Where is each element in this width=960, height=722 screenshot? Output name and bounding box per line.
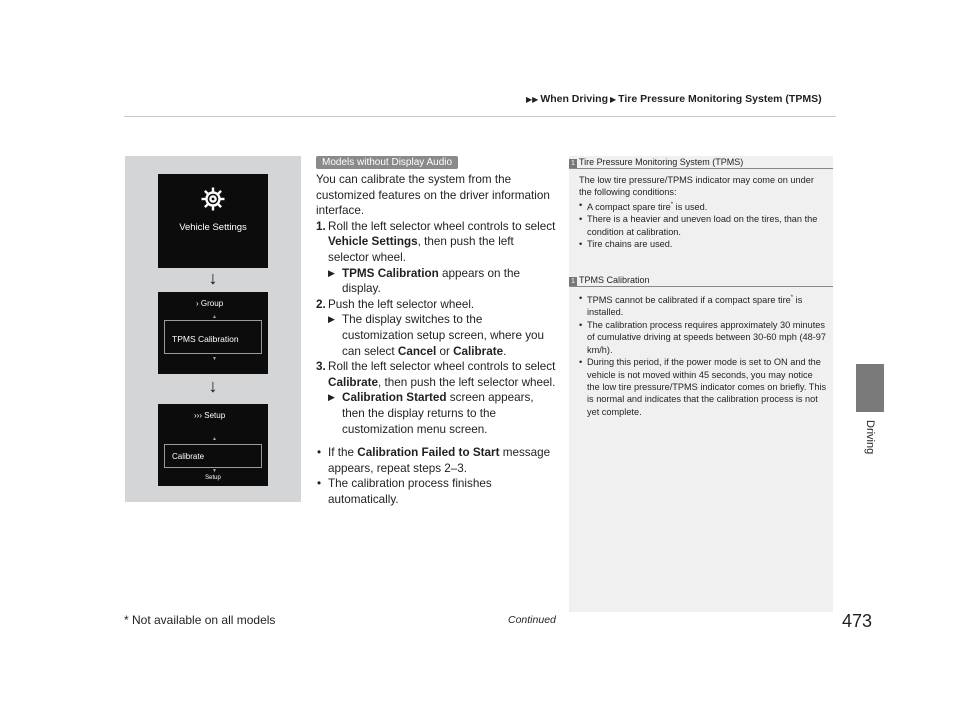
- scroll-up-icon: ▲: [212, 436, 217, 442]
- note-body-tpms: The low tire pressure/TPMS indicator may come on under the following conditions: • A compact spare tire* is used. • There is a heavier and uneven load on the tires, than the condition at calibration. • Tire chains are used.: [579, 175, 818, 250]
- figure-panel: [125, 156, 301, 502]
- bullet-calibration-finishes: • The calibration process finishes automatically.: [317, 477, 492, 506]
- breadcrumb-when-driving[interactable]: When Driving: [540, 93, 608, 105]
- note-title-tpms: 1 Tire Pressure Monitoring System (TPMS): [569, 156, 833, 169]
- model-applicability-badge: Models without Display Audio: [316, 156, 458, 169]
- screen-header-setup: ››› Setup: [194, 411, 226, 420]
- page-number: 473: [842, 611, 873, 631]
- scroll-up-icon: ▲: [212, 314, 217, 320]
- display-screen-vehicle-settings: [158, 174, 268, 268]
- bullet-dot-icon: •: [579, 214, 583, 225]
- chevron-right-icon: ›: [196, 299, 199, 308]
- section-tab-label: Driving: [864, 420, 876, 455]
- step-2: 2. Push the left selector wheel.: [316, 297, 475, 311]
- note-marker-icon: 1: [569, 159, 577, 168]
- note-marker-icon: 1: [569, 277, 577, 286]
- triangle-right-icon: ▶▶: [526, 95, 539, 104]
- note-body-calibration: • TPMS cannot be calibrated if a compact spare tire* is installed. • The calibration process requires approximately 30 minutes of cumulative driving at speeds between 30-60 mph (48-97 km/h). • During this period, if the power mode is set to ON and the vehicle is not moved within 45 seconds, you may notice the low tire pressure/TPMS indicator comes on briefly. This is normal and indicates that the calibration process is not yet complete.: [579, 293, 827, 417]
- intro-paragraph: You can calibrate the system from the customized features on the driver information interface.: [316, 173, 550, 218]
- bullet-dot-icon: •: [579, 357, 583, 368]
- bullet-dot-icon: •: [579, 319, 583, 330]
- screen-header-group: › Group: [196, 299, 224, 308]
- bullet-dot-icon: •: [579, 199, 583, 210]
- display-screen-calibrate: [158, 404, 268, 486]
- result-arrow-icon: ▶: [328, 267, 335, 278]
- step-2-result: ▶ The display switches to the customization setup screen, where you can select Cancel or Calibrate.: [328, 313, 545, 358]
- breadcrumb-tpms[interactable]: Tire Pressure Monitoring System (TPMS): [618, 93, 822, 105]
- step-1: 1. Roll the left selector wheel controls to select Vehicle Settings, then push the left selector wheel.: [316, 219, 556, 264]
- main-content: [316, 172, 556, 507]
- down-arrow-icon: ↓: [208, 376, 218, 396]
- triangle-right-icon: ▶: [609, 95, 617, 104]
- display-screen-tpms-calibration: [158, 292, 268, 374]
- screen-label-vehicle-settings: Vehicle Settings: [179, 222, 247, 233]
- scroll-down-icon: ▼: [212, 468, 217, 474]
- gear-icon: [200, 186, 226, 212]
- menu-item-tpms-calibration: TPMS Calibration: [172, 334, 239, 344]
- menu-item-calibrate: Calibrate: [172, 452, 205, 461]
- bullet-dot-icon: •: [317, 477, 322, 491]
- step-3-result: ▶ Calibration Started screen appears, then the display returns to the customization menu screen.: [328, 391, 534, 436]
- bullet-calibration-failed: • If the Calibration Failed to Start message appears, repeat steps 2–3.: [317, 446, 551, 475]
- footnote: * Not available on all models: [124, 613, 276, 627]
- header-rule: [124, 116, 836, 117]
- continued-label: Continued: [508, 614, 556, 626]
- result-arrow-icon: ▶: [328, 392, 335, 403]
- bullet-dot-icon: •: [579, 293, 583, 303]
- result-arrow-icon: ▶: [328, 314, 335, 325]
- down-arrow-icon: ↓: [208, 268, 218, 288]
- note-title-calibration: 1 TPMS Calibration: [569, 274, 833, 287]
- section-tab-marker: [856, 364, 884, 412]
- notes-column: [569, 156, 833, 612]
- bullet-dot-icon: •: [317, 446, 322, 460]
- bullet-dot-icon: •: [579, 239, 583, 250]
- screen-footer-setup: Setup: [205, 475, 221, 481]
- breadcrumb: [524, 93, 822, 105]
- triple-chevron-icon: ›››: [194, 411, 202, 420]
- scroll-down-icon: ▼: [212, 356, 217, 362]
- step-1-result: ▶ TPMS Calibration appears on the display.: [328, 266, 520, 296]
- step-3: 3. Roll the left selector wheel controls to select Calibrate, then push the left selector wheel.: [316, 360, 556, 389]
